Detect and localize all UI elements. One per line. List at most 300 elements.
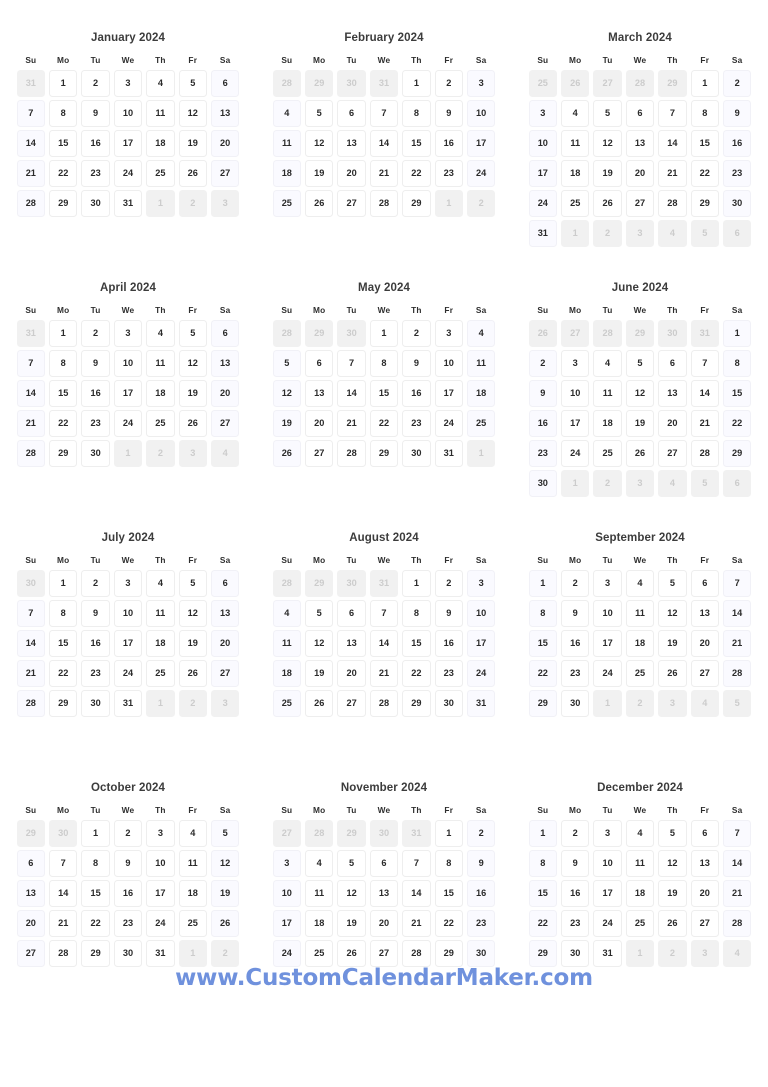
day-cell[interactable]: 25 [626,910,655,937]
day-cell[interactable]: 27 [211,660,240,687]
day-cell[interactable]: 10 [146,850,175,877]
day-cell[interactable]: 9 [467,850,496,877]
day-cell[interactable]: 21 [658,160,687,187]
day-cell[interactable]: 14 [17,380,46,407]
day-cell[interactable]: 1 [691,70,720,97]
day-cell[interactable]: 30 [561,940,590,967]
day-cell[interactable]: 29 [435,940,464,967]
day-cell[interactable]: 21 [723,630,752,657]
day-cell[interactable]: 4 [593,350,622,377]
day-cell[interactable]: 21 [17,160,46,187]
day-cell[interactable]: 30 [402,440,431,467]
day-cell[interactable]: 18 [146,380,175,407]
day-cell[interactable]: 7 [658,100,687,127]
day-cell[interactable]: 11 [273,130,302,157]
day-cell[interactable]: 5 [337,850,366,877]
day-cell[interactable]: 29 [49,190,78,217]
day-cell[interactable]: 31 [114,690,143,717]
day-cell[interactable]: 9 [81,600,110,627]
day-cell[interactable]: 17 [273,910,302,937]
day-cell[interactable]: 18 [561,160,590,187]
day-cell[interactable]: 7 [723,570,752,597]
day-cell[interactable]: 2 [402,320,431,347]
day-cell[interactable]: 18 [467,380,496,407]
day-cell[interactable]: 18 [146,630,175,657]
day-cell[interactable]: 3 [146,820,175,847]
day-cell[interactable]: 20 [370,910,399,937]
day-cell[interactable]: 6 [691,820,720,847]
day-cell[interactable]: 7 [17,100,46,127]
day-cell[interactable]: 26 [593,190,622,217]
day-cell[interactable]: 25 [146,160,175,187]
day-cell[interactable]: 2 [114,820,143,847]
day-cell[interactable]: 1 [529,820,558,847]
day-cell[interactable]: 11 [305,880,334,907]
day-cell[interactable]: 23 [561,660,590,687]
day-cell[interactable]: 14 [723,600,752,627]
day-cell[interactable]: 17 [593,630,622,657]
day-cell[interactable]: 1 [402,570,431,597]
day-cell[interactable]: 14 [370,630,399,657]
day-cell[interactable]: 27 [626,190,655,217]
day-cell[interactable]: 15 [49,130,78,157]
day-cell[interactable]: 17 [114,630,143,657]
day-cell[interactable]: 21 [723,880,752,907]
day-cell[interactable]: 13 [626,130,655,157]
day-cell[interactable]: 18 [593,410,622,437]
day-cell[interactable]: 23 [81,660,110,687]
day-cell[interactable]: 27 [691,910,720,937]
day-cell[interactable]: 28 [17,690,46,717]
day-cell[interactable]: 3 [114,570,143,597]
day-cell[interactable]: 30 [561,690,590,717]
day-cell[interactable]: 1 [529,570,558,597]
day-cell[interactable]: 20 [691,630,720,657]
day-cell[interactable]: 31 [593,940,622,967]
day-cell[interactable]: 23 [81,160,110,187]
day-cell[interactable]: 6 [17,850,46,877]
day-cell[interactable]: 24 [435,410,464,437]
day-cell[interactable]: 21 [370,660,399,687]
day-cell[interactable]: 14 [723,850,752,877]
day-cell[interactable]: 29 [529,940,558,967]
day-cell[interactable]: 25 [305,940,334,967]
day-cell[interactable]: 19 [179,630,208,657]
day-cell[interactable]: 29 [529,690,558,717]
day-cell[interactable]: 31 [435,440,464,467]
day-cell[interactable]: 20 [17,910,46,937]
day-cell[interactable]: 12 [273,380,302,407]
day-cell[interactable]: 26 [337,940,366,967]
day-cell[interactable]: 11 [146,350,175,377]
day-cell[interactable]: 6 [691,570,720,597]
day-cell[interactable]: 20 [658,410,687,437]
day-cell[interactable]: 23 [435,160,464,187]
day-cell[interactable]: 16 [529,410,558,437]
day-cell[interactable]: 31 [467,690,496,717]
day-cell[interactable]: 27 [658,440,687,467]
day-cell[interactable]: 21 [691,410,720,437]
day-cell[interactable]: 1 [723,320,752,347]
day-cell[interactable]: 3 [114,70,143,97]
day-cell[interactable]: 29 [49,440,78,467]
day-cell[interactable]: 13 [658,380,687,407]
day-cell[interactable]: 17 [467,630,496,657]
day-cell[interactable]: 13 [211,100,240,127]
day-cell[interactable]: 20 [337,160,366,187]
day-cell[interactable]: 6 [658,350,687,377]
day-cell[interactable]: 13 [370,880,399,907]
day-cell[interactable]: 27 [211,160,240,187]
day-cell[interactable]: 2 [561,820,590,847]
day-cell[interactable]: 2 [81,320,110,347]
day-cell[interactable]: 24 [593,660,622,687]
day-cell[interactable]: 23 [114,910,143,937]
day-cell[interactable]: 22 [529,910,558,937]
day-cell[interactable]: 27 [337,690,366,717]
day-cell[interactable]: 22 [81,910,110,937]
day-cell[interactable]: 5 [658,820,687,847]
day-cell[interactable]: 12 [658,850,687,877]
day-cell[interactable]: 28 [658,190,687,217]
day-cell[interactable]: 19 [305,660,334,687]
day-cell[interactable]: 9 [561,600,590,627]
day-cell[interactable]: 1 [49,70,78,97]
day-cell[interactable]: 4 [146,70,175,97]
day-cell[interactable]: 19 [658,880,687,907]
day-cell[interactable]: 24 [273,940,302,967]
day-cell[interactable]: 21 [402,910,431,937]
day-cell[interactable]: 5 [211,820,240,847]
day-cell[interactable]: 16 [467,880,496,907]
day-cell[interactable]: 18 [179,880,208,907]
day-cell[interactable]: 14 [691,380,720,407]
day-cell[interactable]: 17 [561,410,590,437]
day-cell[interactable]: 3 [467,570,496,597]
day-cell[interactable]: 28 [723,910,752,937]
day-cell[interactable]: 8 [49,100,78,127]
day-cell[interactable]: 14 [49,880,78,907]
day-cell[interactable]: 28 [370,190,399,217]
day-cell[interactable]: 20 [691,880,720,907]
day-cell[interactable]: 19 [211,880,240,907]
day-cell[interactable]: 10 [273,880,302,907]
day-cell[interactable]: 26 [273,440,302,467]
site-url-link[interactable]: www.CustomCalendarMaker.com [175,965,593,991]
day-cell[interactable]: 16 [561,880,590,907]
day-cell[interactable]: 13 [17,880,46,907]
day-cell[interactable]: 31 [146,940,175,967]
day-cell[interactable]: 1 [370,320,399,347]
day-cell[interactable]: 25 [593,440,622,467]
day-cell[interactable]: 22 [402,160,431,187]
day-cell[interactable]: 12 [305,130,334,157]
day-cell[interactable]: 10 [593,850,622,877]
day-cell[interactable]: 30 [81,440,110,467]
day-cell[interactable]: 14 [658,130,687,157]
day-cell[interactable]: 12 [179,350,208,377]
day-cell[interactable]: 22 [723,410,752,437]
day-cell[interactable]: 21 [17,660,46,687]
day-cell[interactable]: 9 [114,850,143,877]
day-cell[interactable]: 19 [658,630,687,657]
day-cell[interactable]: 21 [370,160,399,187]
day-cell[interactable]: 10 [467,600,496,627]
day-cell[interactable]: 23 [723,160,752,187]
day-cell[interactable]: 11 [146,600,175,627]
day-cell[interactable]: 24 [146,910,175,937]
day-cell[interactable]: 13 [337,630,366,657]
day-cell[interactable]: 17 [114,380,143,407]
day-cell[interactable]: 24 [467,660,496,687]
day-cell[interactable]: 25 [146,660,175,687]
day-cell[interactable]: 16 [81,380,110,407]
day-cell[interactable]: 4 [467,320,496,347]
day-cell[interactable]: 5 [305,600,334,627]
day-cell[interactable]: 4 [626,570,655,597]
day-cell[interactable]: 6 [337,600,366,627]
day-cell[interactable]: 12 [179,100,208,127]
day-cell[interactable]: 25 [273,690,302,717]
day-cell[interactable]: 28 [370,690,399,717]
day-cell[interactable]: 11 [467,350,496,377]
day-cell[interactable]: 22 [435,910,464,937]
day-cell[interactable]: 20 [211,380,240,407]
day-cell[interactable]: 3 [435,320,464,347]
day-cell[interactable]: 14 [402,880,431,907]
day-cell[interactable]: 24 [114,160,143,187]
day-cell[interactable]: 27 [17,940,46,967]
day-cell[interactable]: 28 [17,440,46,467]
day-cell[interactable]: 14 [370,130,399,157]
day-cell[interactable]: 3 [593,820,622,847]
day-cell[interactable]: 12 [658,600,687,627]
day-cell[interactable]: 17 [114,130,143,157]
day-cell[interactable]: 4 [179,820,208,847]
day-cell[interactable]: 18 [273,660,302,687]
day-cell[interactable]: 26 [626,440,655,467]
day-cell[interactable]: 19 [337,910,366,937]
day-cell[interactable]: 7 [337,350,366,377]
day-cell[interactable]: 26 [305,190,334,217]
day-cell[interactable]: 19 [273,410,302,437]
day-cell[interactable]: 11 [273,630,302,657]
day-cell[interactable]: 9 [81,350,110,377]
day-cell[interactable]: 26 [179,160,208,187]
day-cell[interactable]: 15 [402,630,431,657]
day-cell[interactable]: 5 [593,100,622,127]
day-cell[interactable]: 30 [723,190,752,217]
day-cell[interactable]: 29 [691,190,720,217]
day-cell[interactable]: 7 [691,350,720,377]
day-cell[interactable]: 8 [370,350,399,377]
day-cell[interactable]: 21 [49,910,78,937]
day-cell[interactable]: 23 [561,910,590,937]
day-cell[interactable]: 23 [467,910,496,937]
day-cell[interactable]: 12 [211,850,240,877]
day-cell[interactable]: 29 [402,690,431,717]
day-cell[interactable]: 23 [529,440,558,467]
day-cell[interactable]: 1 [49,570,78,597]
day-cell[interactable]: 30 [114,940,143,967]
day-cell[interactable]: 24 [114,410,143,437]
day-cell[interactable]: 9 [561,850,590,877]
day-cell[interactable]: 13 [337,130,366,157]
day-cell[interactable]: 2 [435,570,464,597]
day-cell[interactable]: 23 [435,660,464,687]
day-cell[interactable]: 26 [658,910,687,937]
day-cell[interactable]: 7 [49,850,78,877]
day-cell[interactable]: 15 [723,380,752,407]
day-cell[interactable]: 14 [337,380,366,407]
day-cell[interactable]: 2 [529,350,558,377]
day-cell[interactable]: 27 [370,940,399,967]
day-cell[interactable]: 15 [81,880,110,907]
day-cell[interactable]: 25 [273,190,302,217]
day-cell[interactable]: 17 [467,130,496,157]
day-cell[interactable]: 21 [17,410,46,437]
day-cell[interactable]: 28 [17,190,46,217]
day-cell[interactable]: 12 [626,380,655,407]
day-cell[interactable]: 28 [723,660,752,687]
day-cell[interactable]: 4 [273,100,302,127]
day-cell[interactable]: 26 [179,410,208,437]
day-cell[interactable]: 24 [467,160,496,187]
day-cell[interactable]: 5 [179,320,208,347]
day-cell[interactable]: 2 [435,70,464,97]
day-cell[interactable]: 4 [305,850,334,877]
day-cell[interactable]: 30 [467,940,496,967]
day-cell[interactable]: 19 [593,160,622,187]
day-cell[interactable]: 8 [529,850,558,877]
day-cell[interactable]: 16 [114,880,143,907]
day-cell[interactable]: 19 [626,410,655,437]
day-cell[interactable]: 24 [561,440,590,467]
day-cell[interactable]: 23 [81,410,110,437]
day-cell[interactable]: 3 [273,850,302,877]
day-cell[interactable]: 10 [435,350,464,377]
day-cell[interactable]: 29 [402,190,431,217]
day-cell[interactable]: 22 [49,410,78,437]
day-cell[interactable]: 11 [179,850,208,877]
day-cell[interactable]: 12 [305,630,334,657]
day-cell[interactable]: 13 [211,350,240,377]
day-cell[interactable]: 24 [114,660,143,687]
day-cell[interactable]: 19 [179,130,208,157]
day-cell[interactable]: 11 [626,850,655,877]
day-cell[interactable]: 17 [146,880,175,907]
day-cell[interactable]: 4 [273,600,302,627]
day-cell[interactable]: 13 [691,600,720,627]
day-cell[interactable]: 2 [81,70,110,97]
day-cell[interactable]: 6 [211,320,240,347]
day-cell[interactable]: 5 [626,350,655,377]
day-cell[interactable]: 31 [529,220,558,247]
day-cell[interactable]: 7 [370,600,399,627]
day-cell[interactable]: 9 [723,100,752,127]
day-cell[interactable]: 9 [402,350,431,377]
day-cell[interactable]: 14 [17,630,46,657]
day-cell[interactable]: 30 [529,470,558,497]
day-cell[interactable]: 15 [402,130,431,157]
day-cell[interactable]: 7 [723,820,752,847]
day-cell[interactable]: 4 [146,570,175,597]
day-cell[interactable]: 22 [691,160,720,187]
day-cell[interactable]: 1 [81,820,110,847]
day-cell[interactable]: 20 [626,160,655,187]
day-cell[interactable]: 9 [435,600,464,627]
day-cell[interactable]: 11 [561,130,590,157]
day-cell[interactable]: 27 [305,440,334,467]
day-cell[interactable]: 18 [305,910,334,937]
day-cell[interactable]: 3 [561,350,590,377]
day-cell[interactable]: 11 [146,100,175,127]
day-cell[interactable]: 20 [211,630,240,657]
day-cell[interactable]: 10 [593,600,622,627]
day-cell[interactable]: 22 [402,660,431,687]
day-cell[interactable]: 15 [529,880,558,907]
day-cell[interactable]: 16 [402,380,431,407]
day-cell[interactable]: 11 [593,380,622,407]
day-cell[interactable]: 16 [81,630,110,657]
day-cell[interactable]: 28 [49,940,78,967]
day-cell[interactable]: 22 [370,410,399,437]
day-cell[interactable]: 26 [179,660,208,687]
day-cell[interactable]: 22 [529,660,558,687]
day-cell[interactable]: 27 [337,190,366,217]
day-cell[interactable]: 10 [114,350,143,377]
day-cell[interactable]: 16 [561,630,590,657]
day-cell[interactable]: 1 [402,70,431,97]
day-cell[interactable]: 6 [626,100,655,127]
day-cell[interactable]: 8 [49,600,78,627]
day-cell[interactable]: 18 [626,880,655,907]
day-cell[interactable]: 5 [658,570,687,597]
day-cell[interactable]: 13 [691,850,720,877]
day-cell[interactable]: 10 [114,600,143,627]
day-cell[interactable]: 25 [626,660,655,687]
day-cell[interactable]: 6 [337,100,366,127]
day-cell[interactable]: 29 [723,440,752,467]
day-cell[interactable]: 13 [211,600,240,627]
day-cell[interactable]: 13 [305,380,334,407]
day-cell[interactable]: 9 [435,100,464,127]
day-cell[interactable]: 21 [337,410,366,437]
day-cell[interactable]: 5 [179,70,208,97]
day-cell[interactable]: 20 [337,660,366,687]
day-cell[interactable]: 31 [114,190,143,217]
day-cell[interactable]: 15 [435,880,464,907]
day-cell[interactable]: 8 [529,600,558,627]
day-cell[interactable]: 8 [49,350,78,377]
day-cell[interactable]: 28 [402,940,431,967]
day-cell[interactable]: 12 [179,600,208,627]
day-cell[interactable]: 30 [81,190,110,217]
day-cell[interactable]: 19 [179,380,208,407]
day-cell[interactable]: 1 [49,320,78,347]
day-cell[interactable]: 27 [691,660,720,687]
day-cell[interactable]: 29 [81,940,110,967]
day-cell[interactable]: 25 [467,410,496,437]
day-cell[interactable]: 28 [691,440,720,467]
day-cell[interactable]: 26 [658,660,687,687]
day-cell[interactable]: 15 [49,380,78,407]
day-cell[interactable]: 18 [273,160,302,187]
day-cell[interactable]: 7 [17,350,46,377]
day-cell[interactable]: 8 [723,350,752,377]
day-cell[interactable]: 20 [211,130,240,157]
day-cell[interactable]: 8 [402,600,431,627]
